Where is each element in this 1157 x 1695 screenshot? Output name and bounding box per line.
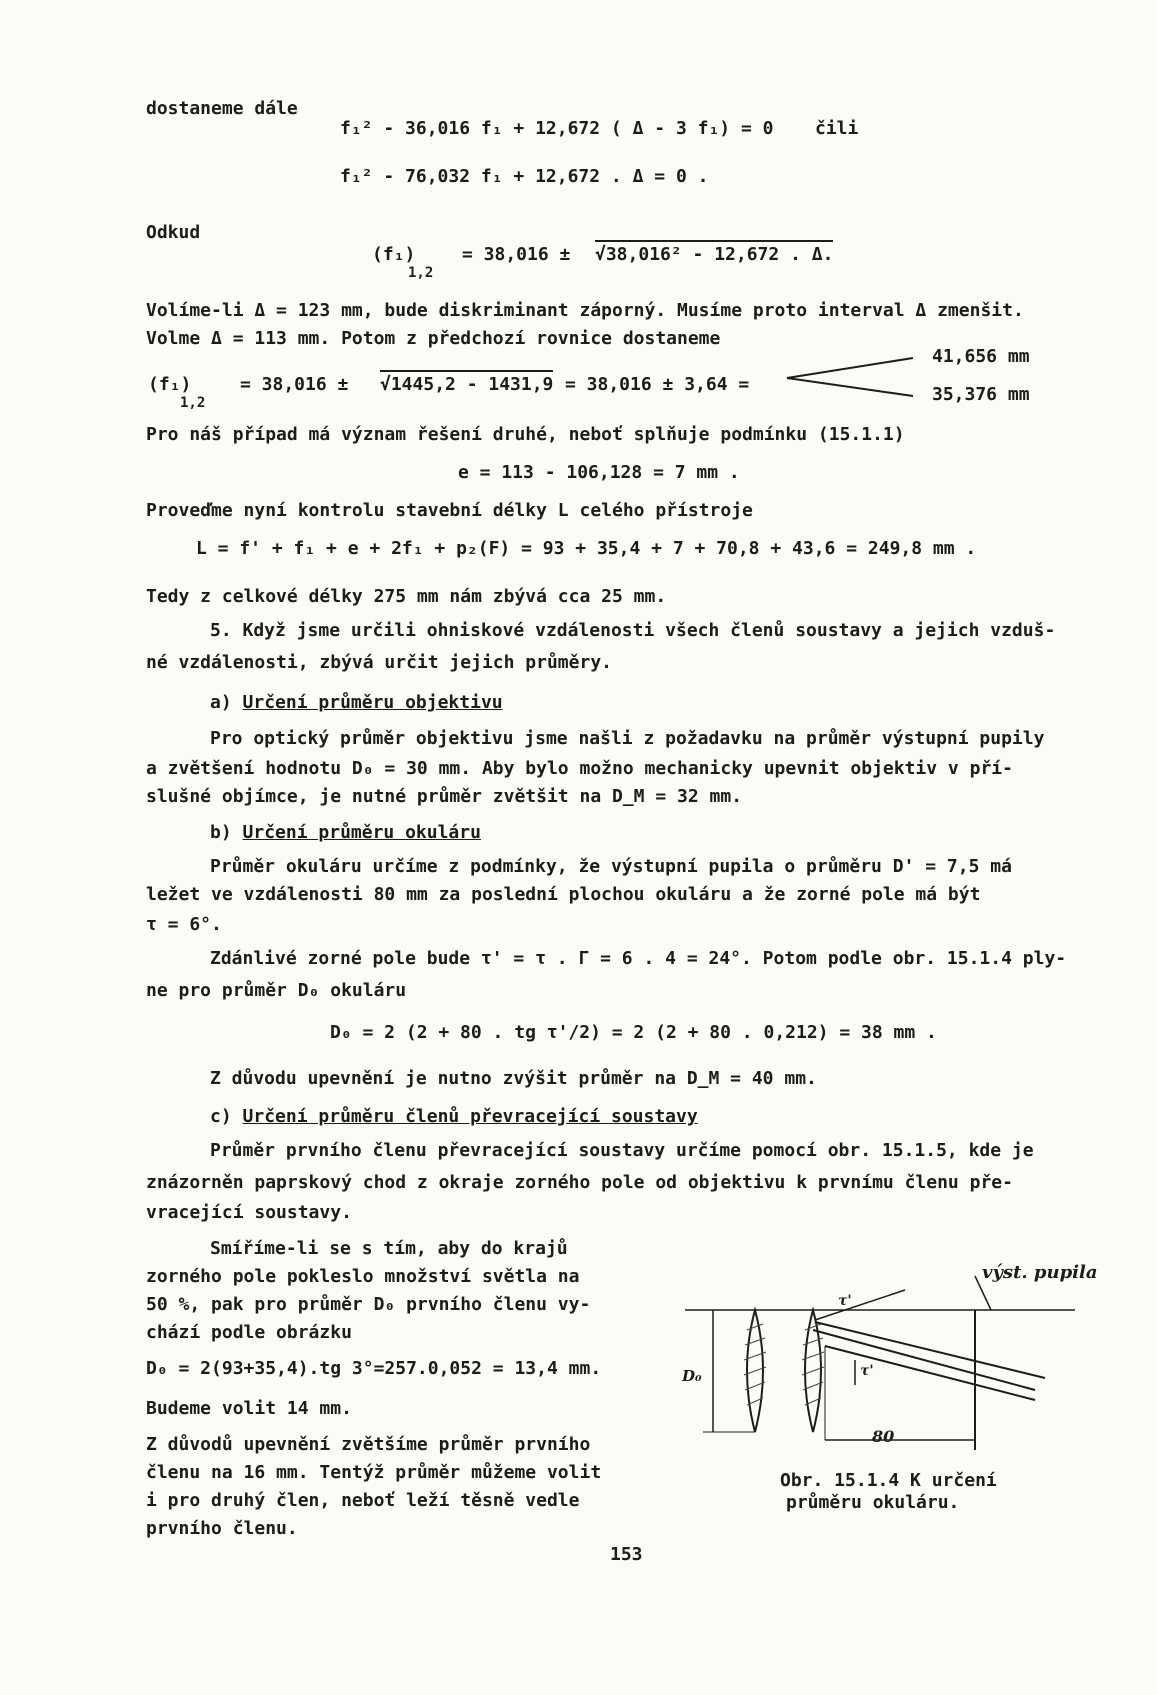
paragraph-line: τ = 6°. xyxy=(146,914,222,935)
result-value: 35,376 mm xyxy=(932,384,1030,405)
section-heading xyxy=(210,822,481,844)
paragraph-line: Budeme volit 14 mm. xyxy=(146,1398,352,1419)
paragraph-line: Z důvodu upevnění je nutno zvýšit průměr na D_M = 40 mm. xyxy=(210,1068,817,1089)
ray-1 xyxy=(813,1330,1035,1390)
paragraph-line: Zdánlivé zorné pole bude τ' = τ . Γ = 6 . 4 = 24°. Potom podle obr. 15.1.4 ply- xyxy=(210,948,1067,969)
figure-label-80: 80 xyxy=(872,1427,895,1446)
page-number: 153 xyxy=(610,1544,643,1565)
equation: D₀ = 2(93+35,4).tg 3°=257.0,052 = 13,4 mm. xyxy=(146,1358,602,1379)
ray-2 xyxy=(815,1322,1045,1378)
paragraph-line: Proveďme nyní kontrolu stavební délky L celého přístroje xyxy=(146,500,753,521)
paragraph-line: Volme Δ = 113 mm. Potom z předchozí rovnice dostaneme xyxy=(146,328,721,349)
equation-part: = 38,016 ± xyxy=(462,244,571,265)
paragraph-line: 50 %, pak pro průměr D₀ prvního členu vy- xyxy=(146,1294,591,1315)
ray-4 xyxy=(815,1290,905,1320)
heading-prefix: a) xyxy=(210,692,232,713)
paragraph-line: ne pro průměr D₀ okuláru xyxy=(146,980,407,1001)
paragraph-line: členu na 16 mm. Tentýž průměr můžeme volit xyxy=(146,1462,602,1483)
figure-label-pupil: výst. pupila xyxy=(982,1262,1098,1283)
paragraph-line: Průměr prvního členu převracející soustavy určíme pomocí obr. 15.1.5, kde je xyxy=(210,1140,1034,1161)
equation: L = f' + f₁ + e + 2f₁ + p₂(F) = 93 + 35,4 + 7 + 70,8 + 43,6 = 249,8 mm . xyxy=(196,538,977,559)
paragraph-line: prvního členu. xyxy=(146,1518,298,1539)
text-line: čili xyxy=(815,118,859,139)
equation: f₁² - 36,016 f₁ + 12,672 ( Δ - 3 f₁) = 0 xyxy=(340,118,774,139)
heading-title: Určení průměru okuláru xyxy=(242,822,481,843)
figure-caption: Obr. 15.1.4 K určení xyxy=(780,1470,997,1491)
heading-prefix: b) xyxy=(210,822,232,843)
figure-caption: průměru okuláru. xyxy=(786,1492,960,1513)
paragraph-line: Pro náš případ má význam řešení druhé, neboť splňuje podmínku (15.1.1) xyxy=(146,424,905,445)
equation-subscript: 1,2 xyxy=(180,395,206,411)
paragraph-line: chází podle obrázku xyxy=(146,1322,352,1343)
text-line: Odkud xyxy=(146,222,201,243)
paragraph-line: Pro optický průměr objektivu jsme našli z požadavku na průměr výstupní pupily xyxy=(210,728,1045,749)
equation-part: = 38,016 ± 3,64 = xyxy=(565,374,750,395)
equation-part: = 38,016 ± xyxy=(240,374,349,395)
lens-hatching xyxy=(744,1324,824,1405)
paragraph-line: a zvětšení hodnotu D₀ = 30 mm. Aby bylo možno mechanicky upevnit objektiv v pří- xyxy=(146,758,1013,779)
bracket-lines xyxy=(785,352,915,402)
paragraph-line: Průměr okuláru určíme z podmínky, že výstupní pupila o průměru D' = 7,5 má xyxy=(210,856,1012,877)
section-heading xyxy=(210,692,503,714)
figure-label-d0: D₀ xyxy=(682,1367,702,1385)
figure-label-tau-top: τ' xyxy=(838,1293,852,1309)
paragraph-line: znázorněn paprskový chod z okraje zorného pole od objektivu k prvnímu členu pře- xyxy=(146,1172,1013,1193)
figure-label-tau: τ' xyxy=(860,1363,874,1379)
paragraph-line: vracející soustavy. xyxy=(146,1202,352,1223)
paragraph-line: Smíříme-li se s tím, aby do krajů xyxy=(210,1238,568,1259)
paragraph-line: Volíme-li Δ = 123 mm, bude diskriminant záporný. Musíme proto interval Δ zmenšit. xyxy=(146,300,1024,321)
paragraph-line: slušné objímce, je nutné průměr zvětšit na D_M = 32 mm. xyxy=(146,786,743,807)
radicand: 38,016² - 12,672 . Δ. xyxy=(605,244,834,265)
heading-title: Určení průměru členů převracející soustavy xyxy=(242,1106,698,1127)
text-line: dostaneme dále xyxy=(146,98,298,119)
paragraph-line: i pro druhý člen, neboť leží těsně vedle xyxy=(146,1490,580,1511)
result-value: 41,656 mm xyxy=(932,346,1030,367)
square-root: √1445,2 - 1431,9 xyxy=(380,370,553,396)
heading-title: Určení průměru objektivu xyxy=(242,692,503,713)
equation: f₁² - 76,032 f₁ + 12,672 . Δ = 0 . xyxy=(340,166,709,187)
radicand: 1445,2 - 1431,9 xyxy=(390,374,554,395)
paragraph-line: 5. Když jsme určili ohniskové vzdálenosti všech členů soustavy a jejich vzduš- xyxy=(210,620,1056,641)
paragraph-line: zorného pole pokleslo množství světla na xyxy=(146,1266,580,1287)
heading-prefix: c) xyxy=(210,1106,232,1127)
paragraph-line: né vzdálenosti, zbývá určit jejich průměry. xyxy=(146,652,612,673)
square-root: √38,016² - 12,672 . Δ. xyxy=(595,240,833,266)
paragraph-line: Tedy z celkové délky 275 mm nám zbývá cca 25 mm. xyxy=(146,586,667,607)
equation: e = 113 - 106,128 = 7 mm . xyxy=(458,462,740,483)
equation-part: (f₁) xyxy=(148,374,192,395)
equation-part: (f₁) xyxy=(372,244,416,265)
equation: D₀ = 2 (2 + 80 . tg τ'/2) = 2 (2 + 80 . 0,212) = 38 mm . xyxy=(330,1022,937,1043)
ray-3 xyxy=(825,1346,1035,1400)
paragraph-line: ležet ve vzdálenosti 80 mm za poslední plochou okuláru a že zorné pole má být xyxy=(146,884,981,905)
section-heading xyxy=(210,1106,698,1128)
paragraph-line: Z důvodů upevnění zvětšíme průměr prvního xyxy=(146,1434,591,1455)
equation-subscript: 1,2 xyxy=(408,265,434,281)
